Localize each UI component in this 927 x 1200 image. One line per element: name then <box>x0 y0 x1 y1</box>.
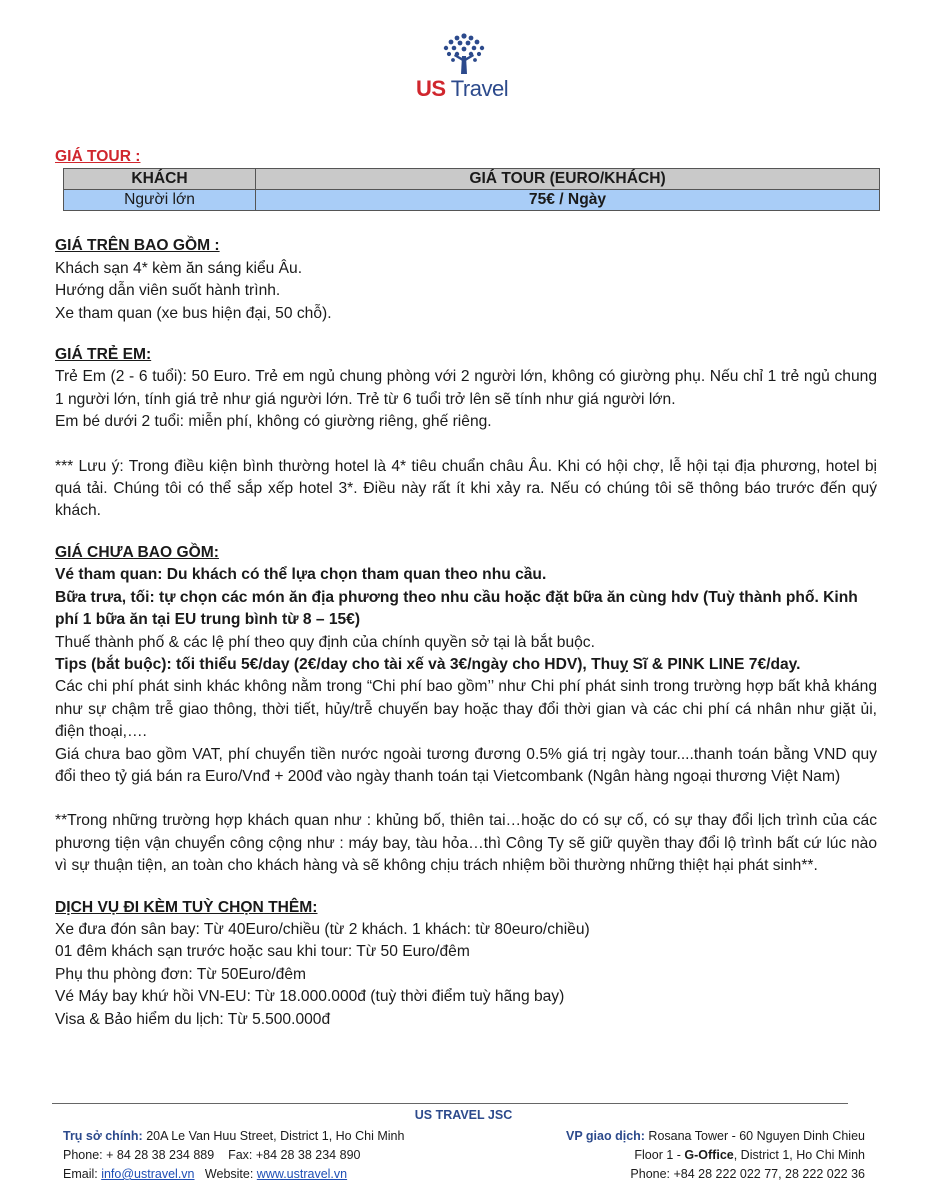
office-label: VP giao dịch: <box>566 1129 645 1143</box>
logo-brand-travel: Travel <box>450 76 509 101</box>
company-logo <box>414 32 514 102</box>
price-table <box>63 168 880 211</box>
price-table-header-price: GIÁ TOUR (EURO/KHÁCH) <box>256 169 880 190</box>
excluded-item-meals: Bữa trưa, tối: tự chọn các món ăn địa phương theo nhu cầu hoặc đặt bữa ăn cùng hdv (Tuỳ thành phố. Kinh phí 1 bữa ăn tại EU trung bình từ 8 – 15€) <box>55 588 858 629</box>
price-table-header <box>64 169 880 190</box>
included-item: Xe tham quan (xe bus hiện đại, 50 chỗ). <box>55 304 332 322</box>
footer-head-office <box>63 1127 404 1184</box>
office-address-line1: Rosana Tower - 60 Nguyen Dinh Chieu <box>644 1129 865 1143</box>
included-section-title: GIÁ TRÊN BAO GỒM : <box>55 237 220 255</box>
tree-logo-icon <box>440 32 488 76</box>
footer-company-name: US TRAVEL JSC <box>414 1108 513 1122</box>
excluded-item-tips: Tips (bắt buộc): tối thiểu 5€/day (2€/day cho tài xế và 3€/ngày cho HDV), Thuỵ Sĩ & PINK LINE 7€/day. <box>55 655 801 673</box>
children-section-title: GIÁ TRẺ EM: <box>55 346 152 364</box>
excluded-item-taxes: Thuế thành phố & các lệ phí theo quy định của chính quyền sở tại là bắt buộc. <box>55 633 595 651</box>
excluded-item-vat: Giá chưa bao gồm VAT, phí chuyển tiền nước ngoài tương đương 0.5% giá trị ngày tour....thanh toán bằng VND quy đổi theo tỷ giá bán ra Euro/Vnđ + 200đ vào ngày thanh toán tại Vietcombank (Ngân hàng ngoại thương Việt Nam) <box>55 745 877 785</box>
table-row <box>64 190 880 211</box>
infant-price-text: Em bé dưới 2 tuổi: miễn phí, không có giường riêng, ghế riêng. <box>55 413 492 431</box>
website-label: Website: <box>194 1167 257 1181</box>
logo-brand-us: US <box>416 76 446 101</box>
document-body <box>55 146 877 1031</box>
email-label: Email: <box>63 1167 102 1181</box>
price-table-header-guest: KHÁCH <box>64 169 256 190</box>
price-section-title: GIÁ TOUR : <box>55 148 141 165</box>
optional-item: Xe đưa đón sân bay: Từ 40Euro/chiều (từ 2 khách. 1 khách: từ 80euro/chiều) <box>55 920 590 938</box>
optional-item: Visa & Bảo hiểm du lịch: Từ 5.500.000đ <box>55 1010 331 1028</box>
office-phone: Phone: +84 28 222 022 77, 28 222 022 36 <box>630 1167 865 1181</box>
excluded-item-tickets: Vé tham quan: Du khách có thể lựa chọn tham quan theo nhu cầu. <box>55 566 547 584</box>
optional-item: 01 đêm khách sạn trước hoặc sau khi tour: Từ 50 Euro/đêm <box>55 943 470 961</box>
optional-item: Phụ thu phòng đơn: Từ 50Euro/đêm <box>55 965 306 983</box>
force-majeure-note: **Trong những trường hợp khách quan như : khủng bố, thiên tai…hoặc do có sự cố, có sự thay đổi lịch trình của các phương tiện vận chuyển công cộng như : máy bay, tàu hỏa…thì Công Ty sẽ giữ quyền thay đổi lộ trình bất cứ lúc nào vì sự thuận tiện, an toàn cho khách hàng và sẽ không chịu trách nhiệm bồi thường những thiệt hại phát sinh**. <box>55 812 877 875</box>
price-table-cell-price: 75€ / Ngày <box>256 190 880 211</box>
price-table-cell-guest: Người lớn <box>64 190 256 211</box>
children-price-text: Trẻ Em (2 - 6 tuổi): 50 Euro. Trẻ em ngủ chung phòng với 2 người lớn, không có giường phụ. Nếu chỉ 1 trẻ ngủ chung 1 người lớn, tính giá trẻ như giá người lớn. Trẻ từ 6 tuổi trở lên sẽ tính như giá người lớn. <box>55 368 877 408</box>
email-link[interactable]: info@ustravel.vn <box>101 1167 195 1181</box>
optional-section-title: DỊCH VỤ ĐI KÈM TUỲ CHỌN THÊM: <box>55 898 318 916</box>
office-floor: Floor 1 - <box>634 1148 685 1162</box>
excluded-item-other-costs: Các chi phí phát sinh khác không nằm trong “Chi phí bao gồm’’ như Chi phí phát sinh trong trường hợp bất khả kháng như sự chậm trễ giao thông, thời tiết, hủy/trễ chuyến bay hoặc thay đổi thời gian và các chi phí cá nhân như giặt ủi, điện thoại,…. <box>55 678 877 741</box>
hq-address: 20A Le Van Huu Street, District 1, Ho Chi Minh <box>142 1129 405 1143</box>
hq-phone: Phone: + 84 28 38 234 889 Fax: +84 28 38 234 890 <box>63 1148 361 1162</box>
hotel-note: *** Lưu ý: Trong điều kiện bình thường hotel là 4* tiêu chuẩn châu Âu. Khi có hội chợ, lễ hội tại địa phương, hotel bị quá tải. Chúng tôi có thể sắp xếp hotel 3*. Điều này rất ít khi xảy ra. Nếu có chúng tôi sẽ thông báo trước đến quý khách. <box>55 457 877 520</box>
included-item: Hướng dẫn viên suốt hành trình. <box>55 282 281 300</box>
optional-item: Vé Máy bay khứ hồi VN-EU: Từ 18.000.000đ (tuỳ thời điểm tuỳ hãng bay) <box>55 988 565 1006</box>
website-link[interactable]: www.ustravel.vn <box>256 1167 348 1181</box>
excluded-section-title: GIÁ CHƯA BAO GỒM: <box>55 543 219 561</box>
logo-wordmark <box>416 76 508 102</box>
included-item: Khách sạn 4* kèm ăn sáng kiểu Âu. <box>55 259 303 277</box>
office-district: , District 1, Ho Chi Minh <box>733 1148 865 1162</box>
hq-label: Trụ sở chính: <box>63 1129 143 1143</box>
footer-divider <box>52 1103 848 1104</box>
office-building: G-Office <box>684 1148 734 1162</box>
footer-transaction-office <box>566 1127 865 1184</box>
